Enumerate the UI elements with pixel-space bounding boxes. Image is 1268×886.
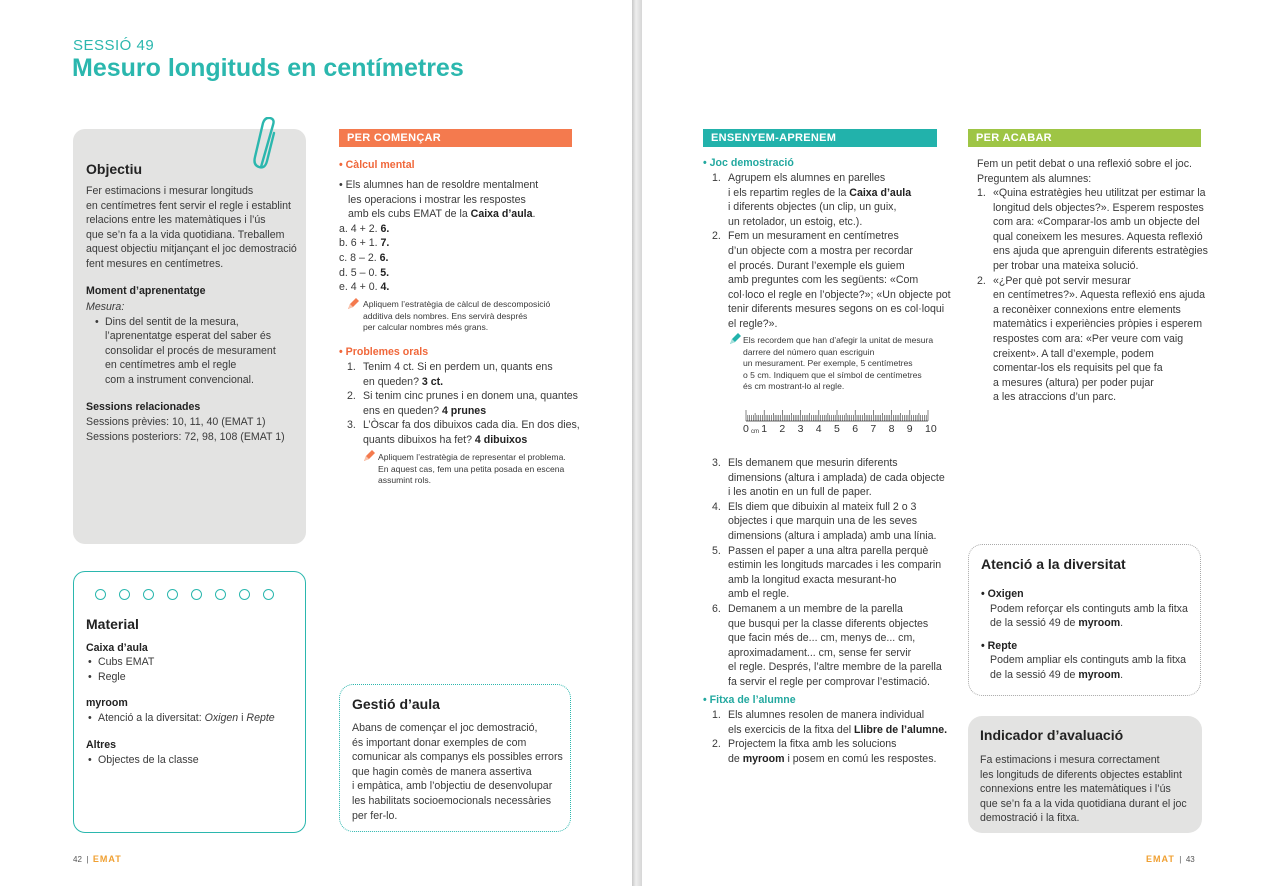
ring-icon: [215, 589, 226, 600]
material-list: [86, 753, 199, 768]
text-line: [728, 752, 952, 767]
moment-list: [93, 315, 298, 330]
text-line: per fer-lo.: [352, 809, 398, 822]
text-line: relacions entre les matemàtiques i l’ús: [86, 214, 266, 227]
ruler-tick-label: 6: [852, 423, 859, 435]
assessment-text: [980, 753, 1198, 826]
moment-list-cont: [105, 329, 300, 387]
text-line: Projectem la fitxa amb les solucions: [728, 738, 897, 751]
text-line: que se’n fa a la vida quotidiana. Treballem: [86, 228, 285, 241]
objective-text: [86, 184, 301, 272]
text-line: Els demanem que mesurin diferents: [728, 457, 898, 469]
operation-line: [339, 280, 574, 295]
text-line: [363, 404, 587, 419]
text-line: .: [1120, 668, 1124, 681]
calc-text: [339, 178, 574, 295]
text-line: aquest objectiu mitjançant el joc demostració: [86, 243, 297, 256]
text-line: fent mesures en centímetres.: [86, 257, 224, 270]
text-line: 1.: [347, 361, 356, 373]
text-line: Problemes orals: [345, 346, 429, 358]
text-line: amb la longitud exacta mesurant-ho: [728, 573, 897, 586]
book-gutter: [632, 0, 642, 886]
text-line: Càlcul mental: [345, 159, 415, 171]
list-item: [977, 274, 1222, 405]
classroom-management-heading: Gestió d’aula: [352, 696, 440, 712]
text-line: i empàtica, amb l’objectiu de desenvolupar: [352, 780, 553, 793]
text-line: [981, 668, 1196, 683]
worksheet-steps: [712, 708, 952, 766]
ruler: [742, 409, 942, 439]
text-line: «Quina estratègies heu utilitzat per estimar la: [993, 187, 1206, 199]
text-line: 2.: [712, 738, 721, 751]
section-heading: • Càlcul mental: [339, 159, 415, 171]
list-item: [712, 737, 952, 766]
text-line: 3 ct.: [421, 375, 444, 388]
text-line: [728, 723, 952, 738]
material-box: [73, 571, 306, 833]
objective-box: [73, 129, 306, 544]
material-group-heading: Caixa d’aula: [86, 642, 148, 654]
list-item: [712, 708, 952, 737]
text-line: qual coneixem les mesures. Aquesta reflexió: [993, 230, 1203, 243]
binder-rings: [95, 587, 287, 605]
text-line: dimensions (altura i amplada) de cada objecte: [728, 471, 945, 484]
text-line: Repte: [246, 712, 275, 724]
classroom-management-text: [352, 721, 567, 823]
text-line: assumint rols.: [378, 475, 432, 486]
text-line: i: [238, 712, 247, 724]
text-line: Passen el paper a una altra parella perquè: [728, 544, 929, 557]
text-line: ens en queden?: [363, 404, 442, 417]
left-page: [0, 0, 632, 886]
operation-line: [339, 236, 574, 251]
text-line: de: [728, 752, 743, 765]
page-title: Mesuro longituds en centímetres: [72, 54, 464, 82]
right-page: [642, 0, 1268, 886]
ring-icon: [239, 589, 250, 600]
text-line: Apliquem l’estratègia de càlcul de descomposició: [363, 299, 551, 309]
text-line: en queden?: [363, 375, 422, 388]
text-line: 4.: [380, 281, 390, 294]
text-line: connexions entre les matemàtiques i l’ús: [980, 783, 1171, 796]
ring-icon: [143, 589, 154, 600]
operation-line: [339, 222, 574, 237]
text-line: Apliquem l’estratègia de representar el problema.: [378, 452, 566, 462]
text-line: i els repartim regles de la: [728, 186, 850, 199]
text-line: .: [1120, 617, 1124, 630]
text-line: Els diem que dibuixin al mateix full 2 o 3: [728, 500, 917, 513]
text-line: les operacions i mostrar les respostes: [348, 193, 526, 206]
list-item: [86, 711, 275, 726]
text-line: 6.: [380, 222, 390, 235]
material-list: [86, 655, 154, 684]
list-item: [712, 602, 952, 690]
text-line: comunicar als companys els possibles errors: [352, 751, 563, 764]
material-heading: Material: [86, 616, 139, 632]
moment-subheading: Mesura:: [86, 301, 125, 313]
closing-intro: [977, 157, 1217, 186]
ruler-tick-label: 9: [906, 423, 913, 435]
game-steps-b: [712, 456, 952, 690]
text-line: Agrupem els alumnes en parelles: [728, 172, 886, 184]
text-line: 2.: [712, 230, 721, 243]
list-item: [977, 186, 1222, 274]
text-line: d. 5 – 0.: [339, 266, 381, 279]
text-line: Cubs EMAT: [98, 656, 155, 668]
session-label: SESSIÓ 49: [73, 37, 155, 54]
text-line: quants dibuixos ha fet?: [363, 433, 475, 446]
text-line: 4 prunes: [441, 404, 487, 417]
text-line: Caixa d’aula: [849, 186, 912, 199]
text-line: 2.: [977, 274, 986, 287]
text-line: e. 4 + 0.: [339, 281, 381, 294]
text-line: 5.: [380, 266, 390, 279]
text-line: [981, 616, 1196, 631]
classroom-management-box: [339, 684, 571, 832]
sessions-heading: Sessions relacionades: [86, 401, 201, 413]
section-bar-ensenyem-aprenem: ENSENYEM-APRENEM: [703, 129, 937, 147]
page-number: 42: [73, 855, 82, 864]
brand-logo: EMAT: [1146, 854, 1175, 864]
page-footer: [73, 854, 122, 864]
ruler-tick-label: 7: [870, 423, 877, 435]
text-line: objectes i que marquin una de les seves: [728, 515, 918, 528]
list-item: [712, 456, 952, 500]
text-line: 5.: [712, 544, 721, 557]
list-item: [86, 670, 154, 685]
text-line: matemàtics i experiències pròpies i esperem: [993, 318, 1203, 331]
text-line: Podem reforçar els continguts amb la fitxa: [990, 602, 1188, 615]
text-line: Dins del sentit de la mesura,: [105, 316, 239, 328]
text-line: tenir diferents mesures segons on es col·loqui: [728, 303, 945, 316]
page-footer: [1146, 854, 1195, 864]
text-line: 1.: [712, 709, 721, 721]
text-line: a les atraccions d’un parc.: [993, 391, 1117, 404]
moment-heading: Moment d’aprenentatge: [86, 285, 206, 297]
ruler-tick-label: 4: [815, 423, 822, 435]
text-line: c. 8 – 2.: [339, 251, 380, 264]
text-line: per calcular nombres més grans.: [363, 322, 489, 333]
text-line: myroom: [742, 752, 785, 765]
text-line: creixent». A tall d’exemple, podem: [993, 347, 1154, 360]
list-item: [86, 753, 199, 768]
page-number: 43: [1185, 855, 1195, 864]
text-line: [728, 186, 952, 201]
text-line: .: [532, 208, 536, 221]
text-line: L’Òscar fa dos dibuixos cada dia. En dos dies,: [363, 419, 580, 432]
paperclip-icon: [253, 117, 281, 175]
text-line: és important donar exemples de com: [352, 736, 527, 749]
text-line: és cm mostrant-lo al regle.: [743, 381, 845, 392]
text-line: Abans de començar el joc demostració,: [352, 722, 538, 734]
footer-separator: |: [86, 855, 89, 864]
tip-text: [378, 452, 583, 487]
ring-icon: [263, 589, 274, 600]
pencil-icon: [363, 449, 376, 462]
text-line: Fitxa de l’alumne: [709, 694, 796, 706]
text-line: 6.: [712, 602, 721, 615]
list-item: [347, 418, 587, 447]
text-line: [363, 433, 587, 448]
text-line: b. 6 + 1.: [339, 237, 381, 250]
text-line: Caixa d’aula: [470, 208, 533, 221]
text-line: Els alumnes resolen de manera individual: [728, 709, 925, 721]
text-line: Regle: [98, 670, 126, 683]
sessions-next: Sessions posteriors: 72, 98, 108 (EMAT 1): [86, 431, 285, 443]
diversity-heading: Atenció a la diversitat: [981, 556, 1126, 572]
list-item: [712, 171, 952, 229]
text-line: Atenció a la diversitat:: [98, 712, 205, 724]
text-line: l’aprenentatge esperat del saber és: [105, 330, 272, 342]
text-line: col·loco el regle en l’objecte?»; «Un objecte pot: [728, 288, 951, 301]
text-line: Oxigen: [987, 588, 1024, 600]
text-line: a reconèixer connexions entre elements: [993, 303, 1181, 316]
text-line: en centímetres fent servir el regle i establint: [86, 199, 291, 212]
text-line: Els recordem que han d’afegir la unitat de mesura: [743, 335, 934, 345]
text-line: • Repte: [981, 639, 1018, 652]
section-bar-per-acabar: PER ACABAR: [968, 129, 1201, 147]
text-line: amb el regle.: [728, 588, 790, 601]
text-line: Els alumnes han de resoldre mentalment: [345, 179, 539, 191]
section-heading: • Problemes orals: [339, 346, 429, 358]
ruler-tick-label: 2: [779, 423, 786, 435]
text-line: Fem un petit debat o una reflexió sobre el joc.: [977, 158, 1192, 170]
text-line: Fem un mesurament en centímetres: [728, 230, 899, 243]
material-group-heading: myroom: [86, 697, 128, 709]
list-item: [347, 389, 587, 418]
text-line: 6.: [379, 251, 389, 264]
diversity-text: [981, 587, 1196, 683]
text-line: Demanem a un membre de la parella: [728, 602, 903, 615]
tip-text: [363, 299, 578, 334]
text-line: longitud dels objectes?». Esperem respostes: [993, 201, 1204, 214]
text-line: Joc demostració: [709, 157, 794, 169]
text-line: 1.: [712, 172, 721, 184]
text-line: amb preguntes com les següents: «Com: [728, 274, 919, 287]
operation-line: [339, 266, 574, 281]
orals-list: [347, 360, 587, 448]
text-line: que facin més de... cm, menys de... cm,: [728, 632, 916, 645]
text-line: aproximadament... cm, sense fer servir: [728, 646, 912, 659]
text-line: 7.: [380, 237, 390, 250]
operation-line: [339, 251, 574, 266]
text-line: En aquest cas, fem una petita posada en escena: [378, 463, 565, 474]
text-line: demostració i la fitxa.: [980, 812, 1080, 825]
list-item: [93, 315, 298, 330]
ruler-tick-label: 0: [743, 423, 749, 435]
text-line: les habilitats socioemocionals necessàries: [352, 794, 552, 807]
text-line: el regle. Després, l’altre membre de la parella: [728, 661, 942, 674]
text-line: com ara: «Comparar-los amb un objecte del: [993, 216, 1200, 229]
list-item: [347, 360, 587, 389]
text-line: en centímetres amb el regle: [105, 359, 237, 372]
text-line: comentar-los els requisits pel que fa: [993, 362, 1163, 375]
text-line: «¿Per què pot servir mesurar: [993, 274, 1131, 287]
text-line: que se’n fa a la vida quotidiana durant el joc: [980, 797, 1187, 810]
text-line: Repte: [987, 639, 1018, 652]
ring-icon: [167, 589, 178, 600]
text-line: myroom: [1078, 668, 1121, 681]
ruler-tick-label: 3: [797, 423, 804, 435]
text-line: 1.: [977, 187, 986, 199]
text-line: com a instrument convencional.: [105, 373, 254, 386]
text-line: un retolador, un estoig, etc.).: [728, 215, 863, 228]
sessions-prev: Sessions prèvies: 10, 11, 40 (EMAT 1): [86, 416, 266, 428]
text-line: dimensions (altura i amplada) amb una línia.: [728, 529, 937, 542]
objective-heading: Objectiu: [86, 161, 143, 177]
text-line: • Oxigen: [981, 588, 1024, 600]
text-line: Podem ampliar els continguts amb la fitxa: [990, 654, 1187, 667]
text-line: de la sessió 49 de: [990, 668, 1079, 681]
text-line: i posem en comú les respostes.: [784, 752, 937, 765]
text-line: per trobar una mateixa solució.: [993, 259, 1139, 272]
text-line: fa servir el regle per comprovar l’estimació.: [728, 675, 930, 688]
text-line: myroom: [1078, 617, 1121, 630]
section-bar-per-comencar: PER COMENÇAR: [339, 129, 572, 147]
text-line: 3.: [712, 457, 721, 469]
list-item: [712, 229, 952, 331]
ruler-tick-label: 1: [761, 423, 768, 435]
text-line: [339, 207, 574, 222]
text-line: i les anotin en un full de paper.: [728, 486, 872, 499]
material-list: [86, 711, 275, 726]
text-line: Oxigen: [204, 712, 239, 724]
text-line: en centímetres?». Aquesta reflexió ens ajuda: [993, 289, 1206, 302]
pencil-icon: [729, 332, 742, 345]
text-line: amb els cubs EMAT de la: [348, 208, 471, 221]
list-item: [86, 655, 154, 670]
text-line: Preguntem als alumnes:: [977, 172, 1092, 185]
game-steps-a: [712, 171, 952, 332]
text-line: que hagin comès de manera assertiva: [352, 765, 532, 778]
text-line: 4 dibuixos: [474, 433, 528, 446]
text-line: consolidar el procés de mesurament: [105, 344, 276, 357]
text-line: el procés. Durant l’exemple els guiem: [728, 259, 905, 272]
footer-separator: |: [1179, 855, 1182, 864]
ruler-tick-label: 10: [925, 423, 937, 435]
text-line: estimin les longituds marcades i les comparin: [728, 559, 942, 572]
text-line: a. 4 + 2.: [339, 222, 381, 235]
text-line: respostes com ara: «Per veure com vaig: [993, 332, 1184, 345]
text-line: Fa estimacions i mesura correctament: [980, 754, 1160, 766]
text-line: els exercicis de la fitxa del: [728, 723, 855, 736]
text-line: i diferents objectes (un clip, un guix,: [728, 201, 897, 214]
text-line: o 5 cm. Indiquem que el símbol de centímetres: [743, 369, 922, 380]
text-line: • Els alumnes han de resoldre mentalment: [339, 179, 539, 191]
ring-icon: [191, 589, 202, 600]
text-line: a mesures (altura) per poder pujar: [993, 376, 1154, 389]
diversity-box: [968, 544, 1201, 696]
text-line: Objectes de la classe: [98, 754, 199, 766]
ruler-unit-label: cm: [751, 429, 759, 435]
section-heading: • Joc demostració: [703, 157, 794, 169]
ring-icon: [119, 589, 130, 600]
ruler-tick-label: 8: [888, 423, 895, 435]
text-line: ens ajuda que aprenguin diferents estratègies: [993, 245, 1208, 258]
text-line: Si tenim cinc prunes i en donem una, quantes: [363, 390, 578, 403]
text-line: Fer estimacions i mesurar longituds: [86, 185, 254, 197]
text-line: darrere del número quan escriguin: [743, 346, 875, 357]
assessment-heading: Indicador d’avaluació: [980, 727, 1124, 743]
section-heading: • Fitxa de l’alumne: [703, 694, 796, 706]
text-line: [363, 375, 587, 390]
ruler-tick-label: 5: [834, 423, 840, 435]
text-line: un mesurament. Per exemple, 5 centímetres: [743, 358, 913, 369]
brand-logo: EMAT: [92, 854, 122, 864]
text-line: de la sessió 49 de: [990, 617, 1079, 630]
list-item: [712, 500, 952, 544]
material-group-heading: Altres: [86, 739, 117, 751]
text-line: el regle?».: [728, 317, 778, 330]
assessment-box: [968, 716, 1202, 833]
text-line: Tenim 4 ct. Si en perdem un, quants ens: [363, 361, 553, 373]
list-item: [712, 544, 952, 602]
text-line: Llibre de l’alumne.: [854, 723, 948, 736]
text-line: 2.: [347, 390, 356, 403]
text-line: que busqui per la classe diferents objectes: [728, 617, 929, 630]
text-line: additiva dels nombres. Ens servirà després: [363, 310, 528, 321]
text-line: 3.: [347, 419, 356, 432]
text-line: les longituds de diferents objectes establint: [980, 768, 1182, 781]
ring-icon: [95, 589, 106, 600]
text-line: 4.: [712, 500, 721, 513]
closing-questions: [977, 186, 1222, 405]
text-line: d’un objecte com a mostra per recordar: [728, 244, 913, 257]
tip-text: [743, 335, 948, 393]
pencil-icon: [347, 297, 360, 310]
